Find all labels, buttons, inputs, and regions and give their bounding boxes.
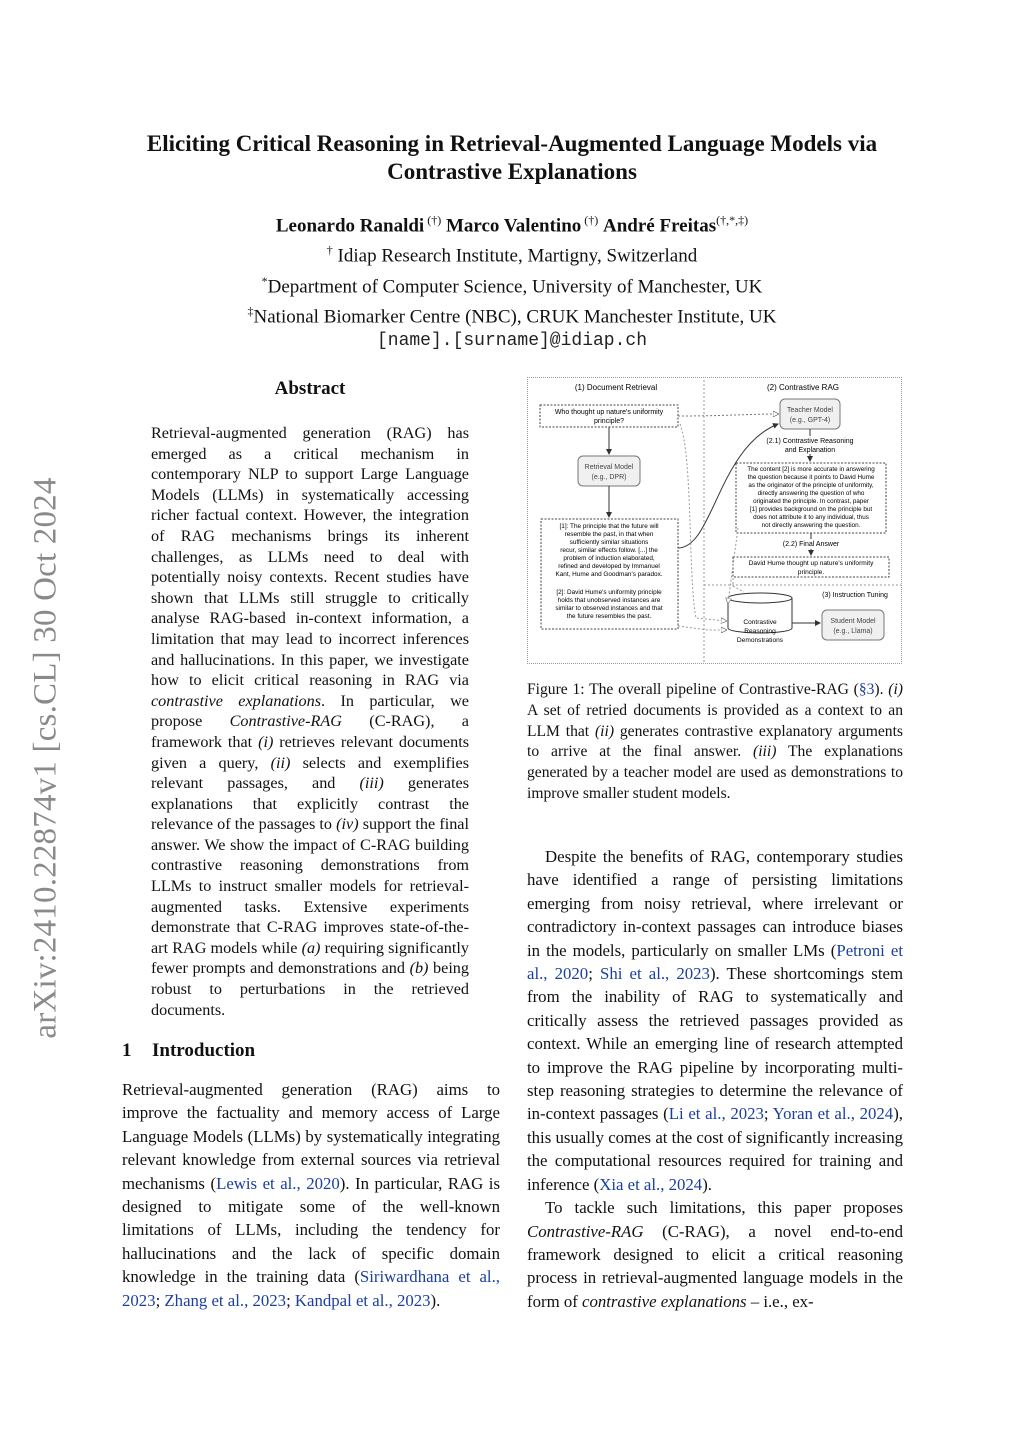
text-run: To tackle such limitations, this paper proposes — [545, 1198, 903, 1218]
emphasis: Contrastive-RAG — [527, 1221, 644, 1241]
emphasis: contrastive explanations — [151, 691, 322, 710]
section-reference-link[interactable]: §3 — [858, 681, 875, 698]
text-run: support the final answer. We show the impact of C-RAG building contrastive reasoning demonstrations from LLMs to instruct smaller models for retrieval-augmented tasks. Extensive experiments demonstrate that C-RAG improves state-of-the-art RAG models while — [151, 815, 469, 957]
step-label: (2.2) Final Answer — [782, 541, 840, 548]
demonstrations-label: Reasoning — [744, 628, 776, 635]
teacher-model-box — [780, 399, 840, 429]
emphasis: (ii) — [270, 753, 291, 772]
teacher-model-label: Teacher Model — [787, 407, 833, 414]
paper-title — [100, 130, 924, 186]
student-model-label: (e.g., Llama) — [833, 628, 873, 635]
text-run: ). — [702, 1174, 712, 1194]
text-run: (C-RAG), a framework that — [151, 712, 469, 751]
section-heading — [122, 1040, 255, 1062]
text-run: ). In particular, RAG is designed to mitigate some of the well-known limitations of LLMs, including the tendency for hallucinations and the lack of specific domain knowledge in the training data ( — [122, 1173, 500, 1287]
arrow — [680, 424, 726, 621]
affiliation — [100, 299, 924, 329]
retrieval-model-label: Retrieval Model — [584, 464, 634, 471]
passage-text: similar to observed instances and that — [555, 605, 663, 612]
section-label-contrastive: (2) Contrastive RAG — [766, 383, 840, 392]
right-column-text — [527, 845, 903, 1313]
paragraph — [527, 845, 903, 1196]
explanation-text: not directly answering the question. — [761, 522, 861, 529]
student-model-label: Student Model — [830, 618, 876, 625]
text-run: ). — [430, 1290, 441, 1310]
passage-text: Kant, Hume and Goodman's paradox. — [555, 571, 663, 578]
emphasis: (iii) — [753, 743, 777, 761]
arxiv-identifier: arXiv:2410.22874v1 [cs.CL] 30 Oct 2024 — [27, 477, 64, 1039]
citation-link[interactable]: Xia et al., 2024 — [599, 1174, 703, 1194]
affiliation-text: Idiap Research Institute, Martigny, Switzerland — [332, 245, 698, 267]
question-text: Who thought up nature's uniformity — [554, 409, 664, 416]
emphasis: (a) — [301, 938, 321, 957]
affiliation-mark: * — [261, 273, 268, 288]
text-run: ; — [286, 1290, 295, 1310]
citation-link[interactable]: Li et al., 2023 — [668, 1104, 764, 1124]
arrow — [678, 414, 778, 416]
author-name: Leonardo Ranaldi — [275, 215, 425, 237]
passage-text: sufficiently similar situations — [569, 539, 649, 546]
emphasis: (ii) — [594, 722, 615, 740]
retrieval-model-box — [578, 456, 640, 486]
text-run: The explanations generated by a teacher model are used as demonstrations to improve smaller student models. — [527, 743, 903, 802]
text-run: being robust to perturbations in the retrieved documents. — [151, 959, 469, 1019]
text-run: retrieves relevant documents given a query, — [151, 732, 469, 772]
text-run: Despite the benefits of RAG, contemporary studies have identified a range of persisting limitations emerging from noisy retrieval, where irrelevant or contradictory in-context passages can introduce biases in the models, particularly on smaller LMs ( — [527, 847, 903, 960]
text-run: – i.e., ex- — [746, 1291, 814, 1311]
passage-text: refined and developed by Immanuel — [558, 563, 660, 570]
passage-text: [1]: The principle that the future will — [559, 523, 659, 530]
explanation-text: originated the principle. In contrast, paper — [753, 498, 869, 505]
author-mark: (†) — [424, 213, 442, 227]
emphasis: (iii) — [359, 774, 384, 793]
text-run: (C-RAG), a novel end-to-end framework designed to elicit a critical reasoning process in retrieval-augmented language models in the form of — [527, 1221, 903, 1311]
emphasis: (b) — [409, 959, 429, 978]
explanation-text: as the originator of the principle of uniformity, — [748, 482, 874, 489]
emphasis: Contrastive-RAG — [229, 712, 342, 731]
passage-text: recur, similar effects follow. [...] the — [560, 547, 658, 554]
text-run: ; — [763, 1104, 773, 1124]
citation-link[interactable]: Shi et al., 2023 — [600, 964, 710, 984]
teacher-model-label: (e.g., GPT-4) — [789, 417, 831, 424]
citation-link[interactable]: Lewis et al., 2020 — [216, 1173, 340, 1193]
explanation-text: [1] provides background on the principle but — [749, 506, 873, 513]
text-run: . In particular, we propose — [151, 691, 469, 731]
passage-text: problem of induction elaborated, — [563, 555, 655, 562]
section-label-retrieval: (1) Document Retrieval — [574, 383, 658, 392]
affiliation — [100, 238, 924, 268]
text-run: ). — [874, 681, 889, 698]
text-run: ; — [588, 964, 600, 984]
text-run: Retrieval-augmented generation (RAG) has emerged as a critical mechanism in contemporary NLP to support Large Language Models (LLMs) in systematically accessing richer factual context. However, the integration of RAG mechanisms brings its inherent challenges, as LLMs need to deal with potentially noisy contexts. Recent studies have shown that LLMs still struggle to critically analyse RAG-based in-context information, a limitation that may lead to incorrect inferences and hallucinations. In this paper, we investigate how to elicit critical reasoning in RAG via — [151, 424, 469, 690]
explanation-text: directly answering the question of who — [757, 490, 865, 497]
demonstrations-label: Demonstrations — [736, 637, 784, 644]
emphasis: (i) — [258, 732, 274, 751]
student-model-box — [822, 610, 884, 640]
paper-header — [100, 130, 924, 353]
arrow — [733, 578, 744, 592]
author-mark: (†,*,‡) — [716, 213, 749, 227]
passage-text: [2]: David Hume's uniformity principle — [556, 589, 662, 596]
pipeline-diagram — [528, 378, 903, 665]
author-mark: (†) — [581, 213, 599, 227]
text-run: selects and exemplifies relevant passages, and — [151, 753, 469, 793]
question-text: principle? — [594, 418, 624, 425]
abstract-heading: Abstract — [274, 378, 346, 399]
contact-email: [name].[surname]@idiap.ch — [376, 331, 648, 352]
emphasis: (iv) — [336, 815, 359, 834]
abstract-body — [151, 423, 469, 1020]
step-label: (3) Instruction Tuning — [822, 592, 888, 599]
emphasis: contrastive explanations — [582, 1291, 747, 1311]
passage-text: resemble the past, in that when — [564, 531, 654, 538]
retrieval-model-label: (e.g., DPR) — [591, 474, 627, 481]
introduction-paragraph — [122, 1078, 500, 1312]
affiliation-text: Department of Computer Science, University of Manchester, UK — [267, 275, 763, 297]
passage-text: holds that unobserved instances are — [557, 597, 661, 604]
text-run: Retrieval-augmented generation (RAG) aims to improve the factuality and memory access of Large Language Models (LLMs) by systematically integrating relevant knowledge from external sources via retrieval mechanisms ( — [122, 1080, 500, 1193]
text-run: Figure 1: The overall pipeline of Contrastive-RAG ( — [527, 681, 859, 698]
text-run: A set of retried documents is provided as a context to an LLM that — [527, 701, 903, 740]
author-name: André Freitas — [603, 215, 717, 237]
citation-link[interactable]: Petroni et al., 2020 — [527, 940, 903, 984]
text-run: ), this usually comes at the cost of significantly increasing the computational resources required for training and inference ( — [527, 1104, 903, 1194]
affiliation-text: National Biomarker Centre (NBC), CRUK Manchester Institute, UK — [253, 306, 777, 328]
step-label: (2.1) Contrastive Reasoning — [766, 438, 854, 445]
citation-link[interactable]: Zhang et al., 2023 — [164, 1290, 287, 1310]
final-answer-text: principle. — [797, 569, 825, 576]
explanation-text: The content [2] is more accurate in answering — [747, 466, 875, 473]
final-answer-text: David Hume thought up nature's uniformity — [748, 560, 874, 567]
author-name: Marco Valentino — [445, 215, 582, 237]
title-line-1: Eliciting Critical Reasoning in Retrieval-Augmented Language Models via — [146, 131, 878, 156]
passage-text: the future resembles the past. — [566, 613, 652, 620]
citation-link[interactable]: Yoran et al., 2024 — [772, 1104, 894, 1124]
text-run: ). These shortcomings stem from the inability of RAG to systematically and critically assess the retrieved passages provided as context. While an emerging line of research attempted to improve the RAG pipeline by incorporating multi-step reasoning strategies to determine the relevance of in-context passages ( — [527, 964, 904, 1124]
text-run: requiring significantly fewer prompts and demonstrations and — [151, 938, 469, 978]
text-run: generates explanations that explicitly contrast the relevance of the passages to — [151, 774, 469, 834]
affiliation-mark: ‡ — [247, 303, 254, 318]
affiliation — [100, 269, 924, 299]
demonstrations-cylinder-top — [728, 593, 792, 603]
text-run: ; — [155, 1290, 165, 1310]
figure-caption — [527, 680, 903, 805]
step-label: and Explanation — [784, 447, 836, 454]
arrow — [678, 626, 726, 630]
explanation-text: the question because it points to David Hume — [747, 474, 875, 481]
section-title: Introduction — [152, 1040, 256, 1061]
author-list — [100, 208, 924, 238]
demonstrations-label: Contrastive — [743, 619, 777, 626]
emphasis: (i) — [888, 681, 903, 698]
text-run: generates contrastive explanatory arguments to arrive at the final answer. — [527, 722, 903, 761]
section-number: 1 — [122, 1040, 132, 1061]
affiliation-mark: † — [326, 243, 333, 258]
pipeline-figure — [527, 377, 902, 664]
explanation-text: does not attribute it to any individual, thus — [753, 514, 869, 521]
citation-link[interactable]: Siriwardhana et al., 2023 — [122, 1267, 500, 1310]
title-line-2: Contrastive Explanations — [387, 159, 637, 184]
citation-link[interactable]: Kandpal et al., 2023 — [294, 1290, 431, 1310]
paragraph — [527, 1196, 903, 1313]
